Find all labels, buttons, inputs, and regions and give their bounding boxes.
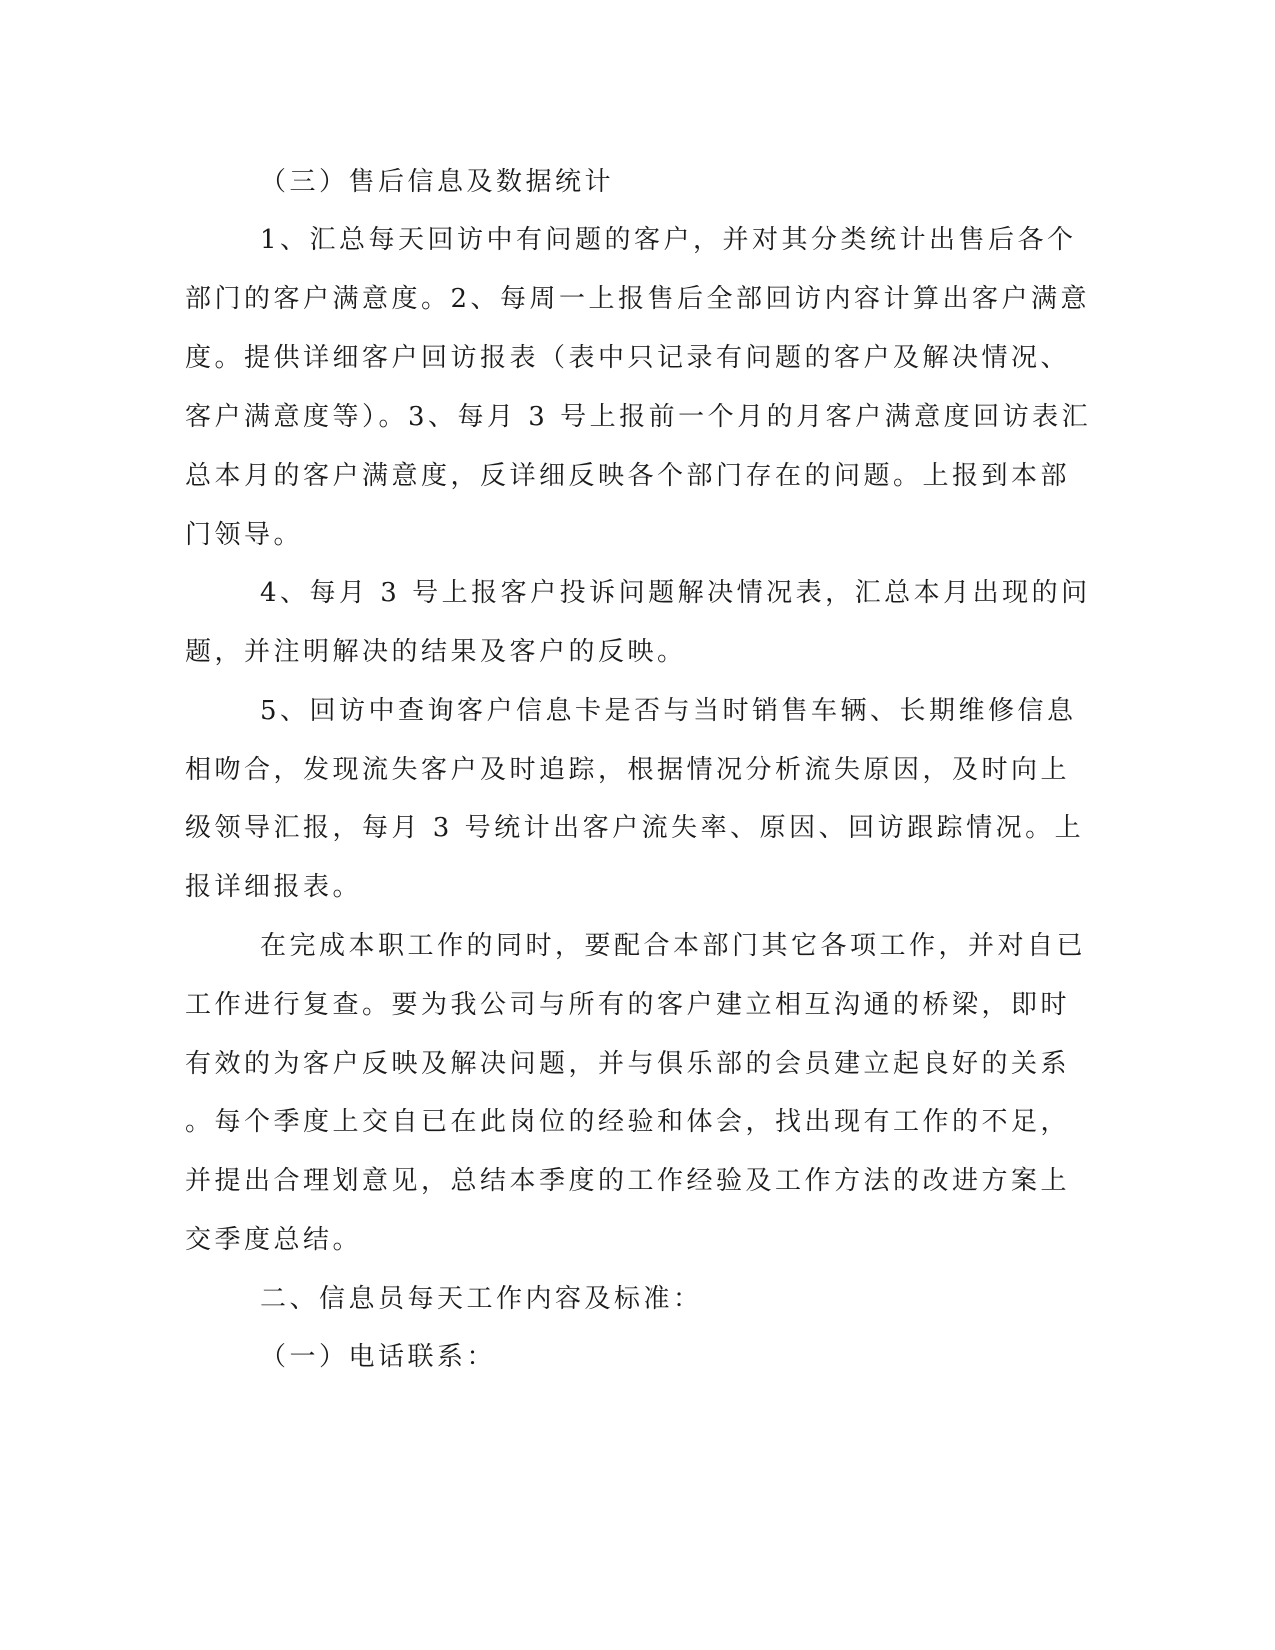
paragraph-line: 在完成本职工作的同时，要配合本部门其它各项工作，并对自已 xyxy=(260,931,1087,961)
paragraph-line: 工作进行复查。要为我公司与所有的客户建立相互沟通的桥梁，即时 xyxy=(185,990,1071,1020)
paragraph-line: 报详细报表。 xyxy=(185,872,363,902)
section-heading-daily-work: 二、信息员每天工作内容及标准： xyxy=(260,1284,703,1314)
paragraph-line: 度。提供详细客户回访报表（表中只记录有问题的客户及解决情况、 xyxy=(185,343,1071,373)
paragraph-line: 4、每月 3 号上报客户投诉问题解决情况表，汇总本月出现的问 xyxy=(260,578,1091,608)
subsection-heading-phone-contact: （一）电话联系： xyxy=(260,1342,497,1372)
paragraph-line: 门领导。 xyxy=(185,520,304,550)
paragraph-line: 。每个季度上交自已在此岗位的经验和体会，找出现有工作的不足， xyxy=(185,1107,1071,1137)
paragraph-line: 有效的为客户反映及解决问题，并与俱乐部的会员建立起良好的关系 xyxy=(185,1049,1071,1079)
paragraph-line: 级领导汇报，每月 3 号统计出客户流失率、原因、回访跟踪情况。上 xyxy=(185,813,1085,843)
paragraph-line: 部门的客户满意度。2、每周一上报售后全部回访内容计算出客户满意 xyxy=(185,284,1091,314)
paragraph-line: 5、回访中查询客户信息卡是否与当时销售车辆、长期维修信息 xyxy=(260,696,1077,726)
paragraph-line: 总本月的客户满意度，反详细反映各个部门存在的问题。上报到本部 xyxy=(185,461,1071,491)
paragraph-line: 交季度总结。 xyxy=(185,1225,363,1255)
paragraph-line: 客户满意度等）。3、每月 3 号上报前一个月的月客户满意度回访表汇 xyxy=(185,402,1092,432)
paragraph-line: 题，并注明解决的结果及客户的反映。 xyxy=(185,637,687,667)
section-heading-aftersales-stats: （三）售后信息及数据统计 xyxy=(260,167,615,197)
paragraph-line: 1、汇总每天回访中有问题的客户，并对其分类统计出售后各个 xyxy=(260,225,1077,255)
paragraph-line: 并提出合理划意见，总结本季度的工作经验及工作方法的改进方案上 xyxy=(185,1166,1071,1196)
paragraph-line: 相吻合，发现流失客户及时追踪，根据情况分析流失原因，及时向上 xyxy=(185,755,1071,785)
